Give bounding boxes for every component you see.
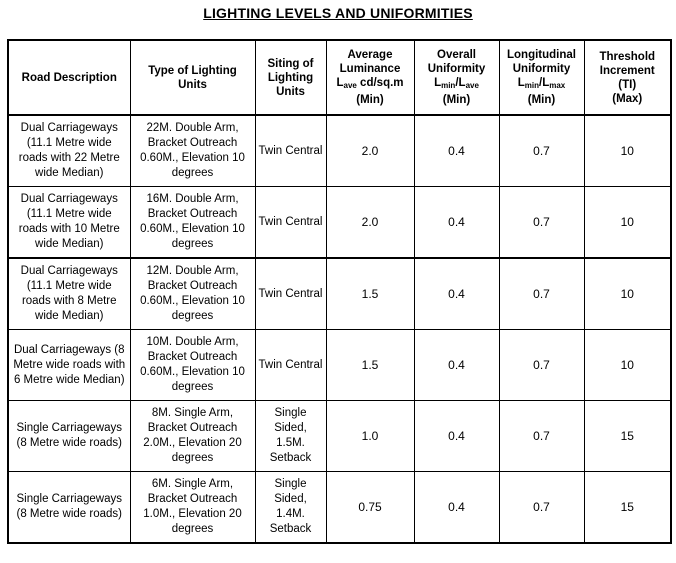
lighting-levels-table [7,39,672,544]
table-row [8,330,671,401]
cell-longitudinal-uniformity: 0.7 [499,115,584,187]
cell-lighting-units: 12M. Double Arm, Bracket Outreach 0.60M., Elevation 10 degrees [130,258,255,330]
ti-qual: (Max) [612,92,643,105]
table-row [8,115,671,187]
cell-overall-uniformity: 0.4 [414,401,499,472]
uo-sub2: ave [465,81,479,90]
uo-sep: /L [455,77,466,89]
header-threshold-increment [584,40,671,115]
header-row [8,40,671,115]
cell-longitudinal-uniformity: 0.7 [499,258,584,330]
uo-line1: Overall [437,49,476,61]
cell-road-description: Dual Carriageways (11.1 Metre wide roads with 10 Metre wide Median) [8,187,130,259]
ul-qual: (Min) [527,94,556,106]
cell-threshold-increment: 15 [584,472,671,544]
cell-threshold-increment: 10 [584,187,671,259]
cell-longitudinal-uniformity: 0.7 [499,330,584,401]
cell-threshold-increment: 15 [584,401,671,472]
ti-line1: Threshold [599,50,656,63]
cell-average-luminance: 1.5 [326,330,414,401]
cell-overall-uniformity: 0.4 [414,258,499,330]
header-type-of-lighting-units: Type of Lighting Units [130,40,255,115]
header-average-luminance [326,40,414,115]
avg-lum-symbol: L [336,77,344,89]
table-row [8,187,671,259]
cell-lighting-units: 6M. Single Arm, Bracket Outreach 1.0M., Elevation 20 degrees [130,472,255,544]
cell-siting: Twin Central [255,187,326,259]
uo-line2: Uniformity [427,63,486,75]
cell-siting: Twin Central [255,258,326,330]
uo-sub1: min [441,81,456,90]
cell-lighting-units: 8M. Single Arm, Bracket Outreach 2.0M., Elevation 20 degrees [130,401,255,472]
avg-lum-qual: (Min) [356,94,384,106]
cell-road-description: Dual Carriageways (11.1 Metre wide roads with 22 Metre wide Median) [8,115,130,187]
cell-lighting-units: 16M. Double Arm, Bracket Outreach 0.60M., Elevation 10 degrees [130,187,255,259]
cell-average-luminance: 1.0 [326,401,414,472]
ti-line3: (TI) [618,78,637,91]
ul-sub2: max [549,81,566,90]
document-title: LIGHTING LEVELS AND UNIFORMITIES [203,5,473,21]
cell-lighting-units: 22M. Double Arm, Bracket Outreach 0.60M., Elevation 10 degrees [130,115,255,187]
cell-road-description: Single Carriageways (8 Metre wide roads) [8,401,130,472]
table-row [8,258,671,330]
cell-siting: Single Sided, 1.4M. Setback [255,472,326,544]
header-siting: Siting of Lighting Units [255,40,326,115]
ul-sep: /L [539,77,550,89]
cell-siting: Twin Central [255,330,326,401]
cell-threshold-increment: 10 [584,330,671,401]
cell-overall-uniformity: 0.4 [414,330,499,401]
cell-average-luminance: 2.0 [326,187,414,259]
cell-lighting-units: 10M. Double Arm, Bracket Outreach 0.60M., Elevation 10 degrees [130,330,255,401]
cell-threshold-increment: 10 [584,258,671,330]
header-longitudinal-uniformity [499,40,584,115]
cell-siting: Single Sided, 1.5M. Setback [255,401,326,472]
cell-average-luminance: 0.75 [326,472,414,544]
cell-average-luminance: 2.0 [326,115,414,187]
avg-lum-line2: Luminance [339,63,401,75]
avg-lum-line1: Average [347,49,393,61]
header-road-description: Road Description [8,40,130,115]
cell-siting: Twin Central [255,115,326,187]
cell-longitudinal-uniformity: 0.7 [499,472,584,544]
cell-longitudinal-uniformity: 0.7 [499,401,584,472]
header-overall-uniformity [414,40,499,115]
cell-overall-uniformity: 0.4 [414,115,499,187]
cell-threshold-increment: 10 [584,115,671,187]
cell-overall-uniformity: 0.4 [414,472,499,544]
cell-longitudinal-uniformity: 0.7 [499,187,584,259]
cell-road-description: Dual Carriageways (11.1 Metre wide roads with 8 Metre wide Median) [8,258,130,330]
uo-l1: L [434,77,442,89]
avg-lum-unit: cd/sq.m [356,77,404,89]
ul-l1: L [517,77,525,89]
cell-road-description: Dual Carriageways (8 Metre wide roads with 6 Metre wide Median) [8,330,130,401]
ul-sub1: min [524,81,539,90]
ti-line2: Increment [599,64,655,77]
table-row [8,472,671,544]
ul-line1: Longitudinal [507,49,576,61]
table-row [8,401,671,472]
cell-road-description: Single Carriageways (8 Metre wide roads) [8,472,130,544]
cell-average-luminance: 1.5 [326,258,414,330]
avg-lum-sub: ave [343,81,357,90]
cell-overall-uniformity: 0.4 [414,187,499,259]
uo-qual: (Min) [442,94,471,106]
ul-line2: Uniformity [512,63,571,75]
